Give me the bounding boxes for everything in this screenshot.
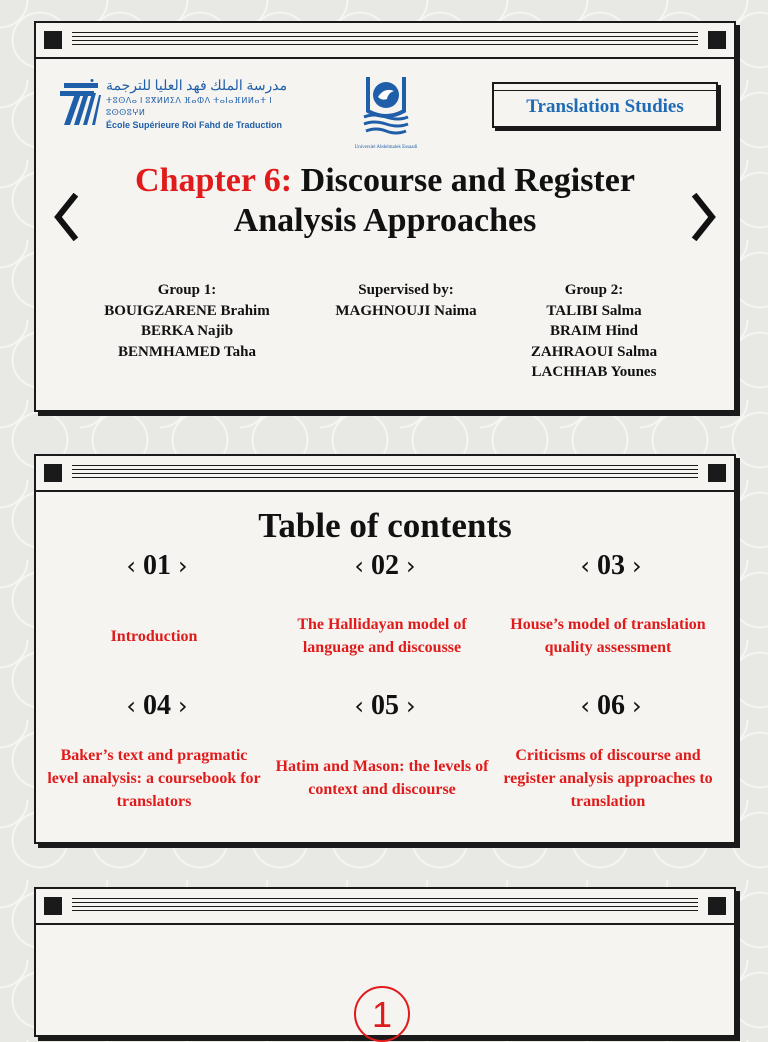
angle-left-icon: ‹ [580,552,590,580]
group1-member: BERKA Najib [140,323,234,339]
toc-title: Table of contents [258,506,512,545]
toc-number-value: 04 [143,690,171,721]
title-bar-lines [72,898,698,913]
toc-number-value: 06 [597,690,625,721]
toc-item-text: Introduction [110,627,198,645]
slide-title-bar [36,23,734,59]
section-number-badge: 1 [354,986,410,1042]
window-square-icon [44,897,62,915]
group2-block [502,280,686,383]
slide-title [96,161,674,241]
group1-heading: Group 1: [157,282,217,298]
angle-right-icon: › [406,552,416,580]
toc-item-text: The Hallidayan model of language and discousse [297,616,467,656]
chapter-title: Discourse and Register Analysis Approaches [233,162,635,239]
toc-item-text: Criticisms of discourse and register analysis approaches to translation [503,746,713,810]
toc-number [44,690,270,722]
chevron-left-icon[interactable] [50,193,80,241]
group2-member: ZAHRAOUI Salma [530,343,658,360]
toc-number [272,550,498,582]
slide-title-bar [36,889,734,925]
course-badge-label: Translation Studies [526,96,684,117]
course-badge [492,82,718,128]
school-name-arabic: مدرسة الملك فهد العليا للترجمة [106,79,288,94]
group2-member: TALIBI Salma [546,302,642,319]
group2-heading: Group 2: [564,282,624,298]
title-slide [34,21,736,412]
angle-right-icon: › [632,552,642,580]
window-square-icon [44,31,62,49]
toc-number-value: 01 [143,550,171,581]
group1-member: BENMHAMED Taha [118,343,256,360]
university-emblem [354,71,418,151]
supervisor-heading: Supervised by: [358,282,454,298]
angle-left-icon: ‹ [580,692,590,720]
table-of-contents-slide [34,454,736,844]
angle-left-icon: ‹ [354,692,364,720]
angle-right-icon: › [632,692,642,720]
toc-number [272,690,498,722]
toc-item-text: Hatim and Mason: the levels of context and discourse [275,758,489,798]
supervisor-block [306,280,506,321]
angle-right-icon: › [178,552,188,580]
angle-left-icon: ‹ [354,552,364,580]
school-name-tifinagh: ⵜⵓⵙⴷⴰ ⵏ ⵓⴳⵍⵍⵉⴷ ⴼⴰⵀⴷ ⵜⴰⵏⴰⴼⵍⵍⴰⵜ ⵏ ⵓⵙⵙⵓⵖⵍ [106,96,273,117]
toc-number-value: 05 [371,690,399,721]
slide-title-bar [36,456,734,492]
toc-number-value: 03 [597,550,625,581]
group1-block [76,280,298,362]
supervisor-name: MAGHNOUJI Naima [335,302,477,319]
school-logo-mark-icon [54,79,102,129]
toc-number [44,550,270,582]
toc-number [498,690,724,722]
angle-left-icon: ‹ [126,552,136,580]
university-name: Université Abdelmalek Essaadi [354,145,418,150]
title-bar-lines [72,465,698,480]
group2-member: LACHHAB Younes [531,364,657,380]
school-name-french: École Supérieure Roi Fahd de Traduction [106,120,283,130]
toc-item-text: House’s model of translation quality assessment [510,616,706,656]
toc-number [498,550,724,582]
angle-right-icon: › [178,692,188,720]
group1-member: BOUIGZARENE Brahim [104,302,270,319]
window-square-icon [44,464,62,482]
chevron-right-icon[interactable] [690,193,720,241]
title-bar-lines [72,32,698,47]
toc-number-value: 02 [371,550,399,581]
section-slide [34,887,736,1037]
window-square-icon [708,464,726,482]
badge-divider [494,90,716,91]
school-logo [54,75,288,133]
angle-right-icon: › [406,692,416,720]
chapter-label: Chapter 6: [135,162,293,199]
window-square-icon [708,31,726,49]
dove-emblem-icon [354,71,418,139]
angle-left-icon: ‹ [126,692,136,720]
toc-item-text: Baker’s text and pragmatic level analysis: a coursebook for translators [47,746,261,810]
window-square-icon [708,897,726,915]
group2-member: BRAIM Hind [550,323,638,339]
